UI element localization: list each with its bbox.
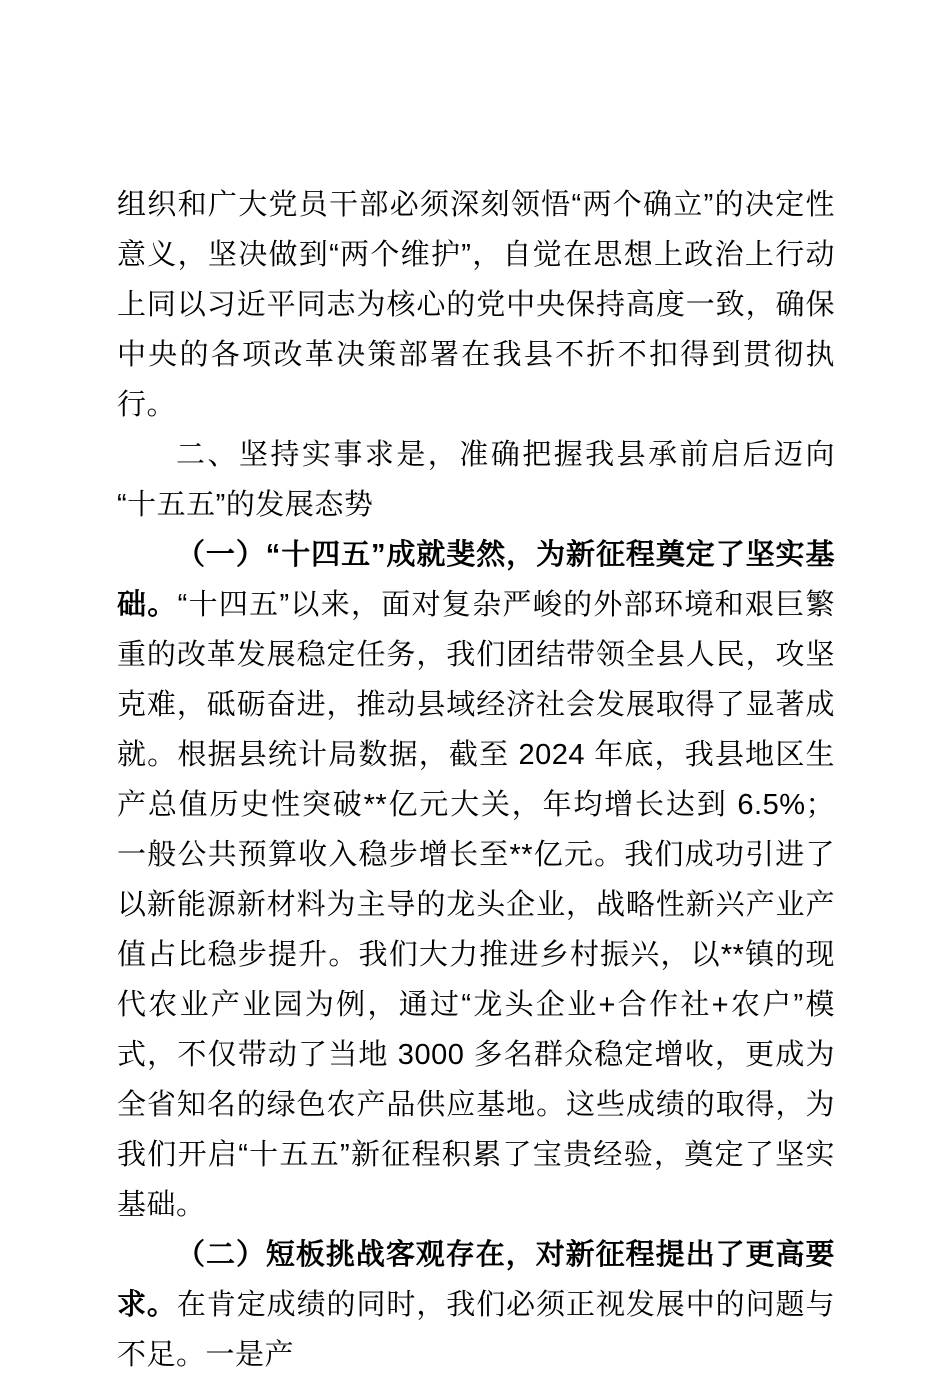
section-heading-two: 二、坚持实事求是，准确把握我县承前启后迈向“十五五”的发展态势 [117, 439, 835, 521]
paragraph-subsection-one [117, 530, 835, 1230]
paragraph-subsection-two [117, 1230, 835, 1380]
subsection-two-lead-sentence: （二）短板挑战客观存在，对新征程提出了更高要求。 [117, 1239, 835, 1321]
document-body [117, 180, 835, 1380]
subsection-one-body-text: “十四五”以来，面对复杂严峻的外部环境和艰巨繁重的改革发展稳定任务，我们团结带领全县人民，攻坚克难，砥砺奋进，推动县域经济社会发展取得了显著成就。根据县统计局数据，截至 2024 年底，我县地区生产总值历史性突破**亿元大关，年均增长达到 6.5%；一般公共预算收入稳步增长至**亿元。我们成功引进了以新能源新材料为主导的龙头企业，战略性新兴产业产值占比稳步提升。我们大力推进乡村振兴，以**镇的现代农业产业园为例，通过“龙头企业+合作社+农户”模式，不仅带动了当地 3000 多名群众稳定增收，更成为全省知名的绿色农产品供应基地。这些成绩的取得，为我们开启“十五五”新征程积累了宝贵经验，奠定了坚实基础。 [117, 589, 835, 1221]
subsection-one-lead-sentence: （一）“十四五”成就斐然，为新征程奠定了坚实基础。 [117, 539, 835, 621]
subsection-two-body-text: 在肯定成绩的同时，我们必须正视发展中的问题与不足。一是产 [117, 1289, 835, 1371]
paragraph-continuation: 组织和广大党员干部必须深刻领悟“两个确立”的决定性意义，坚决做到“两个维护”，自觉在思想上政治上行动上同以习近平同志为核心的党中央保持高度一致，确保中央的各项改革决策部署在我县不折不扣得到贯彻执行。 [117, 189, 835, 421]
